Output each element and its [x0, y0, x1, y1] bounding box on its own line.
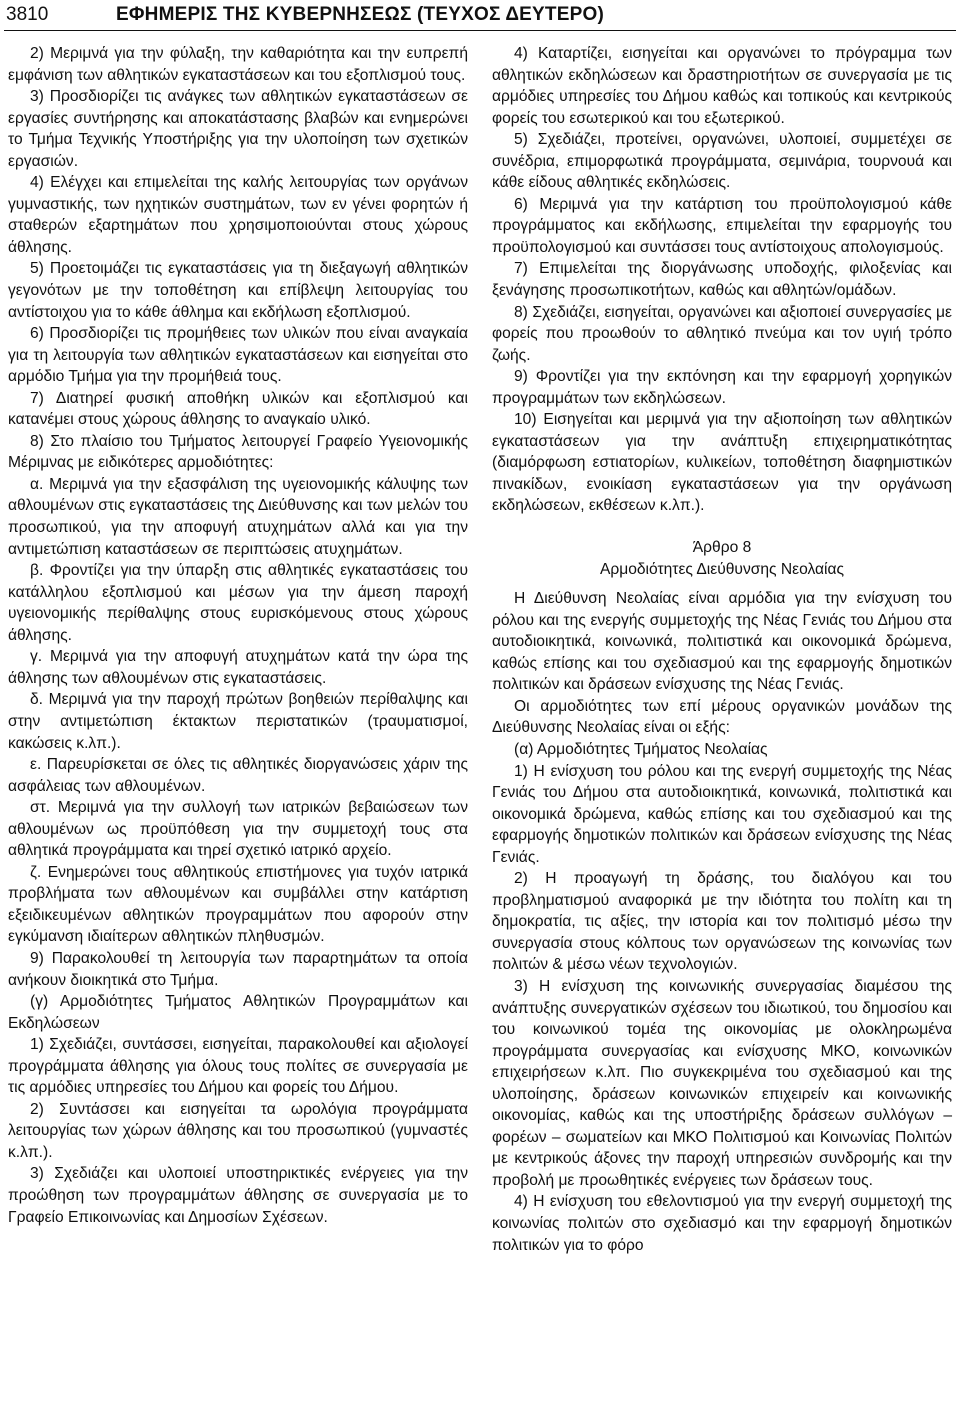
text-columns: [4, 31, 956, 1256]
paragraph: Η Διεύθυνση Νεολαίας είναι αρμόδια για την ενίσχυση του ρόλου και της ενεργής συμμετοχής της Νέας Γενιάς του Δήμου στα αυτοδιοικητικά, κοινωνικά, πολιτιστικά και οικονομικά δρώμενα, καθώς επίσης και του σχεδιασμού και της εφαρμογής δημοτικών πολιτικών και δράσεων ενίσχυσης της Νέας Γενιάς.: [492, 590, 952, 694]
paragraph: 6) Προσδιορίζει τις προμήθειες των υλικών που είναι αναγκαία για τη λειτουργία των αθλητικών εγκαταστάσεων και εισηγείται στο αρμόδιο Τμήμα για την προμήθειά τους.: [8, 325, 468, 386]
page-header: [4, 0, 956, 31]
article-title: Άρθρο 8: [692, 539, 752, 557]
paragraph: 4) Ελέγχει και επιμελείται της καλής λειτουργίας των οργάνων γυμναστικής, των ηχητικών συστημάτων, των εν γένει φορητών ή σταθερών εξαρτημάτων που χρησιμοποιούνται στους χώρους άθλησης.: [8, 174, 468, 256]
paragraph: β. Φροντίζει για την ύπαρξη στις αθλητικές εγκαταστάσεις του κατάλληλου εξοπλισμού και μέσων για την άμεση παροχή υγειονομικής περίθαλψης στους ευρισκόμενους στους χώρους άθλησης.: [8, 562, 468, 644]
paragraph: ζ. Ενημερώνει τους αθλητικούς επιστήμονες για τυχόν ιατρικά προβλήματα των αθλουμένων και συμβάλλει στην κατάρτιση εξειδικευμένων αθλητικών προγραμμάτων που αφορούν στην εγκύμανση ιδιαίτερων αθλητικών πληθυσμών.: [8, 863, 468, 946]
paragraph: δ. Μεριμνά για την παροχή πρώτων βοηθειών περίθαλψης και στην αντιμετώπιση έκτακτων περιστατικών (τραυματισμοί, κακώσεις κ.λπ.).: [8, 691, 468, 752]
paragraph: 9) Παρακολουθεί τη λειτουργία των παραρτημάτων τα οποία ανήκουν διοικητικά στο Τμήμα.: [8, 949, 468, 989]
paragraph: 4) Καταρτίζει, εισηγείται και οργανώνει το πρόγραμμα των αθλητικών εκδηλώσεων και δραστηριοτήτων σε συνεργασία με τις αρμόδιες υπηρεσίες του Δήμου καθώς και τοπικούς και κεντρικούς φορείς του εσωτερικού και του εξωτερικού.: [492, 45, 952, 127]
paragraph: 8) Σχεδιάζει, εισηγείται, οργανώνει και αξιοποιεί συνεργασίες με φορείς που προωθούν το αθλητικό πνεύμα και τον υγιή τρόπο ζωής.: [492, 303, 952, 364]
paragraph: (γ) Αρμοδιότητες Τμήματος Αθλητικών Προγραμμάτων και Εκδηλώσεων: [8, 993, 468, 1032]
paragraph: 2) Συντάσσει και εισηγείται τα ωρολόγια προγράμματα λειτουργίας των χώρων άθλησης και του προσωπικού (γυμναστές κ.λπ.).: [8, 1100, 468, 1161]
journal-title: ΕΦΗΜΕΡΙΣ ΤΗΣ ΚΥΒΕΡΝΗΣΕΩΣ (ΤΕΥΧΟΣ ΔΕΥΤΕΡΟ): [116, 4, 604, 25]
paragraph: 3) Προσδιορίζει τις ανάγκες των αθλητικών εγκαταστάσεων σε εργασίες συντήρησης και αποκατάστασης βλαβών και ενημερώνει το Τμήμα Τεχνικής Υποστήριξης για την υλοποίηση των σχετικών εργασιών.: [8, 88, 468, 170]
left-column: [8, 43, 468, 1256]
paragraph: 10) Εισηγείται και μεριμνά για την αξιοποίηση των αθλητικών εγκαταστάσεων για την ανάπτυξη επιχειρηματικότητας (διαμόρφωση εστιατορίων, κυλικείων, τοποθέτηση διαφημιστικών πινακίδων, ενοικίαση εγκαταστάσεων για την οργάνωση εκδηλώσεων, εκθέσεων κ.λπ.).: [492, 411, 952, 515]
paragraph: στ. Μεριμνά για την συλλογή των ιατρικών βεβαιώσεων των αθλουμένων ως προϋπόθεση για την συμμετοχή τους στα αθλητικά προγράμματα και τηρεί σχετικό ιατρικό αρχείο.: [8, 799, 468, 860]
paragraph: 5) Προετοιμάζει τις εγκαταστάσεις για τη διεξαγωγή αθλητικών γεγονότων με την τοποθέτηση και επίβλεψη λειτουργίας του αντίστοιχου για το κάθε άθλημα και εκδήλωση εξοπλισμού.: [8, 260, 468, 321]
paragraph: 2) Μεριμνά για την φύλαξη, την καθαριότητα και την ευπρεπή εμφάνιση των αθλητικών εγκαταστάσεων και του εξοπλισμού τους.: [8, 45, 468, 84]
right-column: [492, 43, 952, 1256]
paragraph: Οι αρμοδιότητες των επί μέρους οργανικών μονάδων της Διεύθυνσης Νεολαίας είναι οι εξής:: [492, 697, 952, 737]
paragraph: 1) Σχεδιάζει, συντάσσει, εισηγείται, παρακολουθεί και αξιολογεί προγράμματα άθλησης για όλους τους πολίτες σε συνεργασία με τις αρμόδιες υπηρεσίες του Δήμου και φορείς του Δήμου.: [8, 1036, 468, 1097]
paragraph: 8) Στο πλαίσιο του Τμήματος λειτουργεί Γραφείο Υγειονομικής Μέριμνας με ειδικότερες αρμοδιότητες:: [8, 432, 468, 472]
paragraph: 5) Σχεδιάζει, προτείνει, οργανώνει, υλοποιεί, συμμετέχει σε συνέδρια, επιμορφωτικά προγράμματα, σεμινάρια, τουρνουά και κάθε είδους αθλητικές εκδηλώσεις.: [492, 131, 952, 192]
right-column-top: [492, 43, 952, 517]
right-column-bottom: [492, 588, 952, 1256]
paragraph: 9) Φροντίζει για την εκπόνηση και την εφαρμογή χορηγικών προγραμμάτων των εκδηλώσεων.: [492, 368, 952, 407]
paragraph: 3) Σχεδιάζει και υλοποιεί υποστηρικτικές ενέργειες για την προώθηση των προγραμμάτων άθλησης σε συνεργασία με το Γραφείο Επικοινωνίας και Δημοσίων Σχέσεων.: [8, 1165, 468, 1226]
paragraph: γ. Μεριμνά για την αποφυγή ατυχημάτων κατά την ώρα της άθλησης των αθλουμένων στις εγκαταστάσεις.: [8, 648, 468, 687]
article-subtitle: Αρμοδιότητες Διεύθυνσης Νεολαίας: [599, 560, 845, 578]
page-number: 3810: [6, 4, 49, 25]
paragraph: 6) Μεριμνά για την κατάρτιση του προϋπολογισμού κάθε προγράμματος και εκδήλωσης, επιμελείται την εφαρμογής του προϋπολογισμού και συντάσσει τους αντίστοιχους απολογισμούς.: [492, 195, 952, 256]
paragraph: α. Μεριμνά για την εξασφάλιση της υγειονομικής κάλυψης των αθλουμένων στις εγκαταστάσεις της Διεύθυνσης και των μελών του προσωπικού, για την αποφυγή ατυχημάτων αλλά και για την αντιμετώπιση καταστάσεων σε περιπτώσεις ατυχημάτων.: [8, 475, 468, 558]
paragraph: 1) Η ενίσχυση του ρόλου και της ενεργή συμμετοχής της Νέας Γενιάς του Δήμου στα αυτοδιοικητικά, κοινωνικά, πολιτιστικά και οικονομικά δρώμενα, καθώς επίσης και του σχεδιασμού και της εφαρμογής δημοτικών πολιτικών και δράσεων ενίσχυσης της Νέας Γενιάς.: [492, 762, 952, 866]
paragraph: 4) Η ενίσχυση του εθελοντισμού για την ενεργή συμμετοχή της κοινωνίας πολιτών στο σχεδιασμό και την εφαρμογή δημοτικών πολιτικών για το φόρο: [492, 1193, 952, 1254]
paragraph: ε. Παρευρίσκεται σε όλες τις αθλητικές διοργανώσεις χάριν της ασφάλειας των αθλουμένων.: [8, 756, 468, 795]
paragraph: 7) Επιμελείται της διοργάνωσης υποδοχής, φιλοξενίας και ξενάγησης προσωπικοτήτων, καθώς και αθλητών/ομάδων.: [492, 260, 952, 300]
paragraph: (α) Αρμοδιότητες Τμήματος Νεολαίας: [514, 740, 768, 758]
paragraph: 3) Η ενίσχυση της κοινωνικής συνεργασίας διαμέσου της ανάπτυξης συνεργατικών σχέσεων του ιδιωτικού, του δημοσίου και του κοινωνικού τομέα της οικονομίας με ολοκληρωμένα προγράμματα συνεργασίας και ενίσχυσης ΜΚΟ, κοινωνικών επιχειρήσεων κ.λπ. Πιο συγκεκριμένα του σχεδιασμού και της υλοποίησης, δράσεων κοινωνικών επιχειρείν και κοινωνικής οικονομίας, καθώς και της υποστήριξης δράσεων συλλόγων – φορέων – σωματείων και ΜΚΟ Πολιτισμού και Κοινωνίας Πολιτών με κεντρικούς άξονες την παροχή υπηρεσιών συνδρομής και την προβολή με προωθητικές ενέργειες των δράσεων τους.: [492, 977, 952, 1189]
paragraph: 7) Διατηρεί φυσική αποθήκη υλικών και εξοπλισμού και κατανέμει στους χώρους άθλησης το αναγκαίο υλικό.: [8, 389, 468, 429]
paragraph: 2) Η προαγωγή τη δράσης, του διαλόγου και του προβληματισμού αναφορικά με την ιδιότητα του πολίτη και τη δημοκρατία, τις αξίες, την ιστορία και τον πολιτισμό μέσω την συνεργασία στους κόλπους των οργανώσεων της κοινωνίας των πολιτών & μέσω νέων τεχνολογιών.: [492, 870, 952, 974]
